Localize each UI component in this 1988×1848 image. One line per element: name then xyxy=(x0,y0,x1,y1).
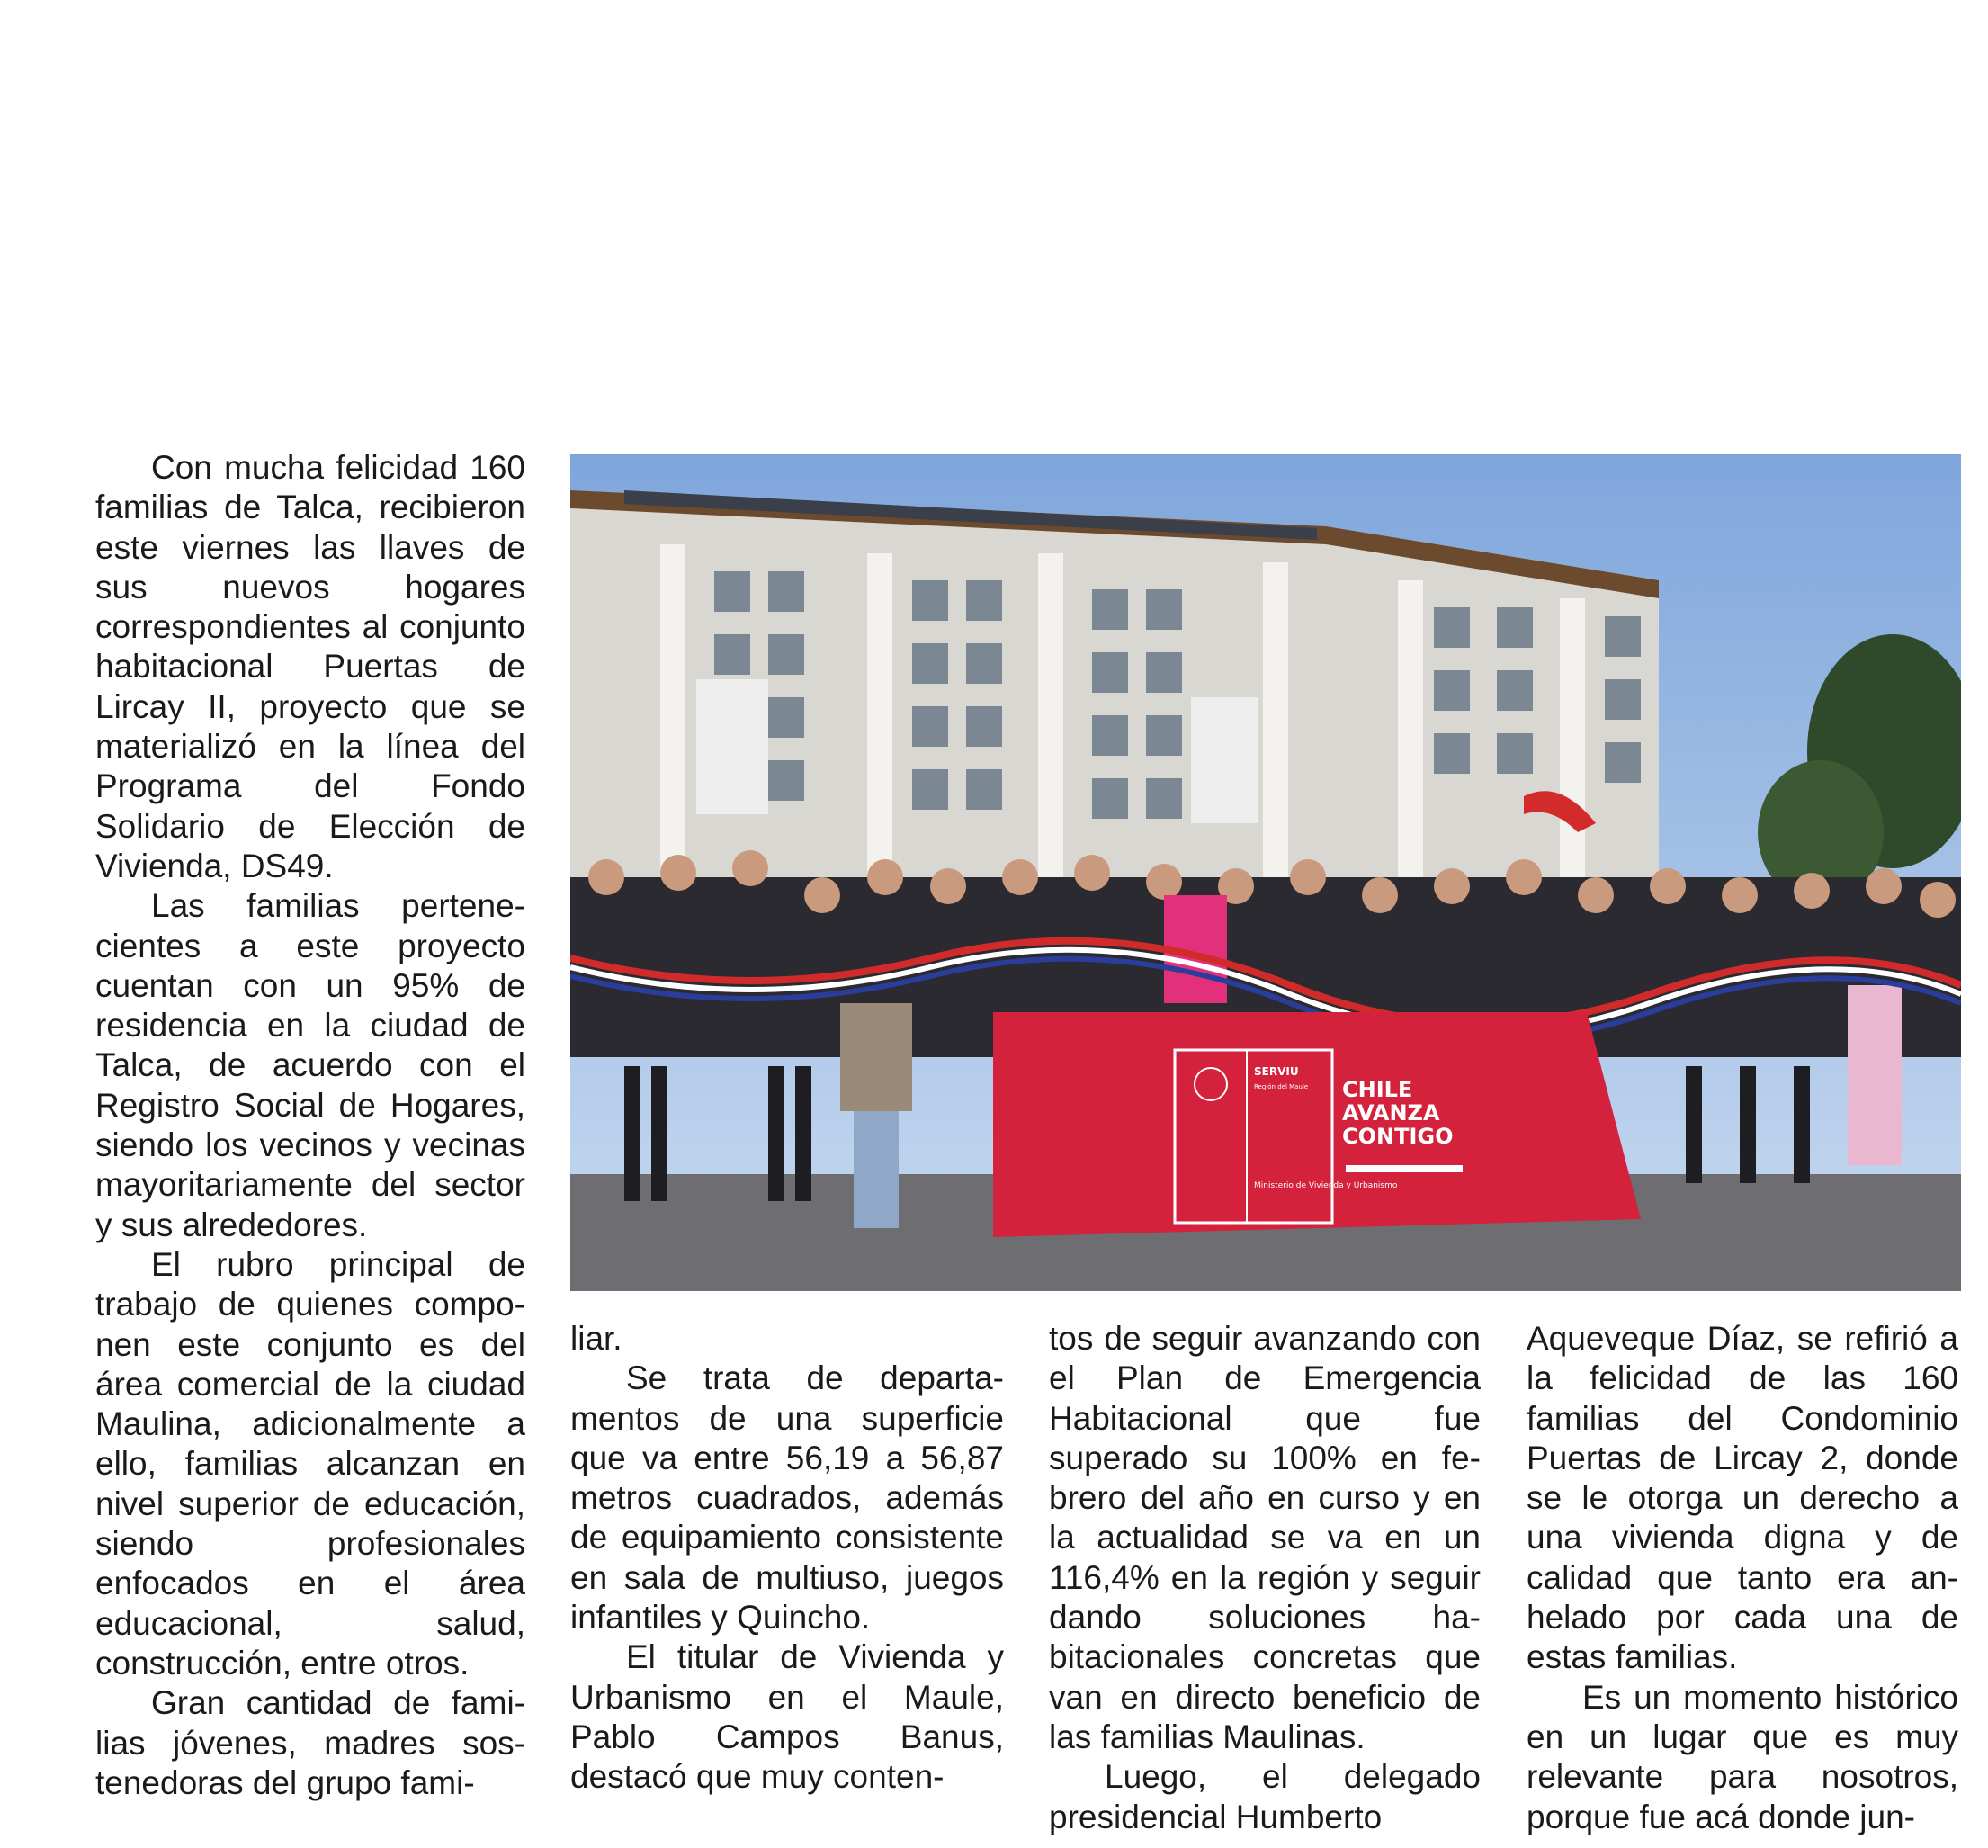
paragraph: Se trata de departamentos de una superficie que va entre 56,19 a 56,87 metros cuadrados, además de equipamiento consistente en sala de multiuso, juegos infantiles y Quincho. xyxy=(570,1359,1004,1637)
slogan-underline xyxy=(1346,1165,1463,1172)
banner xyxy=(696,679,768,814)
sign-ministry-name: Ministerio de Vivienda y Urbanismo xyxy=(1254,1181,1398,1190)
paragraph: Gran cantidad de familias jóvenes, madres sostenedoras del grupo fami- xyxy=(95,1684,525,1801)
sign-serviu: SERVIU xyxy=(1254,1065,1299,1078)
sign-region: Región del Maule xyxy=(1254,1083,1309,1090)
sign-slogan: CHILE AVANZA CONTIGO xyxy=(1342,1077,1454,1149)
child-pink xyxy=(1848,985,1902,1165)
paragraph: Aqueveque Díaz, se refirió a la felicidad de las 160 familias del Condominio Puertas de Lircay 2, donde se le otorga un derecho a una vivienda digna y de calidad que tanto era anhelado por cada una de estas familias. xyxy=(1527,1320,1958,1676)
banner xyxy=(1191,697,1258,823)
paragraph: Es un momento histórico en un lugar que es muy relevante para nosotros, porque fue acá donde jun- xyxy=(1527,1678,1958,1835)
article-column-2 xyxy=(570,1319,1004,1798)
paragraph: El titular de Vivienda y Urbanismo en el Maule, Pablo Campos Banus, destacó que muy conten- xyxy=(570,1638,1004,1796)
article-column-4 xyxy=(1527,1319,1958,1837)
paragraph: liar. xyxy=(570,1320,622,1357)
article-column-1 xyxy=(95,448,525,1803)
red-sign xyxy=(993,1012,1641,1237)
paragraph: El rubro principal de trabajo de quienes componen este conjunto es del área comercial de la ciudad Maulina, adicionalmente a ello, familias alcanzan en nivel superior de educación, siendo profesionales enfocados en el área educacional, salud, construcción, entre otros. xyxy=(95,1245,525,1682)
child-jeans xyxy=(854,1111,899,1228)
article-column-3 xyxy=(1049,1319,1481,1837)
child-coat xyxy=(840,1003,912,1111)
paragraph: tos de seguir avanzando con el Plan de Emergencia Habitacional que fue superado su 100% en febrero del año en curso y en la actualidad se va en un 116,4% en la región y seguir dando soluciones habitacionales concretas que van en directo beneficio de las familias Maulinas. xyxy=(1049,1320,1481,1755)
paragraph: Las familias pertenecientes a este proyecto cuentan con un 95% de residencia en la ciudad de Talca, de acuerdo con el Registro Social de Hogares, siendo los vecinos y vecinas mayoritariamente del sector y sus alrededores. xyxy=(95,887,525,1243)
paragraph: Luego, el delegado presidencial Humberto xyxy=(1049,1758,1481,1835)
paragraph: Con mucha felicidad 160 familias de Talca, recibieron este viernes las llaves de sus nuevos hogares correspondientes al conjunto habitacional Puertas de Lircay II, proyecto que se materializó en la línea del Programa del Fondo Solidario de Elección de Vivienda, DS49. xyxy=(95,449,525,884)
ceremony-photo xyxy=(570,454,1961,1291)
